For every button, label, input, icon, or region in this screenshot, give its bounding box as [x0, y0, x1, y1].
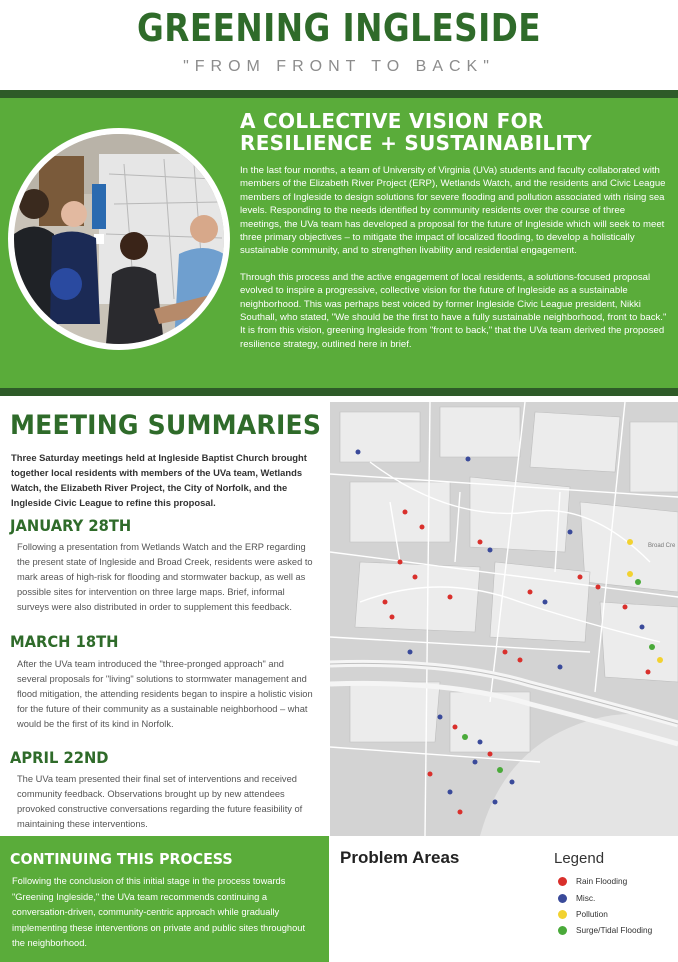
vision-title [240, 110, 670, 154]
page-header [0, 0, 678, 92]
vision-paragraph-2: Through this process and the active engagement of local residents, a solutions-focused proposal evolved to inspire a progressive, collective vision for the future of Ingleside as a sustainable neighborhood. This was perhaps best voiced by former Ingleside Civic League president, Nikki Southall, who stated, "We should be the first to have a fully sustainable neighborhood, front to back." It is from this vision, greening Ingleside from "front to back," that the UVa team derived the proposed resilience strategy, outlined here in brief. [240, 271, 667, 350]
meeting-summaries-title: MEETING SUMMARIES [10, 410, 322, 441]
problem-areas-title: Problem Areas [340, 848, 460, 867]
page-subtitle: "FROM FRONT TO BACK" [183, 58, 495, 75]
section-divider [0, 388, 678, 396]
vision-paragraph-1: In the last four months, a team of University of Virginia (UVa) students and faculty collaborated with members of the Elizabeth River Project (ERP), Wetlands Watch, and the residents and Civic League members of Ingleside to design solutions for severe flooding and pollution associated with rising sea levels. Responding to the needs identified by community residents over the course of three meetings, the UVa team has developed a proposal for the future of Ingleside which will seek to meet three primary objectives – to mitigate the impact of localized flooding, to develop a holistically sustainable community, and to strengthen livability and residential engagement. [240, 165, 666, 257]
map-place-label: Broad Cre [648, 543, 676, 549]
meeting-photo [14, 134, 224, 344]
red-dot-icon [558, 877, 567, 886]
continuing-title: CONTINUING THIS PROCESS [10, 850, 233, 868]
event-date-april: APRIL 22ND [10, 748, 109, 767]
legend-item-pollution: Pollution [558, 909, 608, 919]
event-text-april: The UVa team presented their final set of interventions and received community feedback. Observations brought up by new attendees provoked constructive conversations regarding the future feasibility of maintaining these interventions. [17, 774, 303, 829]
legend-item-surge-tidal-flooding: Surge/Tidal Flooding [558, 925, 652, 935]
blue-dot-icon [558, 894, 567, 903]
green-dot-icon [558, 926, 567, 935]
header-divider [0, 90, 678, 98]
event-date-january: JANUARY 28TH [10, 516, 132, 535]
vision-title-line1: A COLLECTIVE VISION FOR [240, 109, 544, 133]
yellow-dot-icon [558, 910, 567, 919]
vision-body [240, 164, 668, 364]
event-text-march: After the UVa team introduced the "three-pronged approach" and several proposals for "living" solutions to stormwater management and flood mitigation, the attending residents began to inspire a holistic vision for the future of their community as a sustainable neighborhood – what would be the first of its kind in Norfolk. [17, 659, 313, 729]
continuing-section [0, 836, 329, 962]
event-date-march: MARCH 18TH [10, 632, 119, 651]
vision-section [0, 98, 678, 388]
map-legend-panel [330, 836, 678, 962]
vision-title-line2: RESILIENCE + SUSTAINABILITY [240, 131, 592, 155]
continuing-text: Following the conclusion of this initial stage in the process towards "Greening Ingleside," the UVa team recommends continuing a conversation-driven, community-centric approach while gradually implementing these interventions on private and public sites throughout the neighborhood. [12, 876, 306, 948]
event-text-january: Following a presentation from Wetlands Watch and the ERP regarding the present state of Ingleside and Broad Creek, residents were asked to mark areas of high-risk for flooding and stormwater backup, as well as possible sites for intervention on three large maps. Brief, informal surveys were also distributed in order to supplement this feedback. [17, 542, 313, 612]
legend-item-rain-flooding: Rain Flooding [558, 876, 627, 886]
page-title: GREENING INGLESIDE [136, 6, 542, 50]
meeting-summaries-intro: Three Saturday meetings held at Ingleside Baptist Church brought together local residents with members of the UVa team, Wetlands Watch, the Elizabeth River Project, the City of Norfolk, and the Ingleside Civic League to refine this proposal. [11, 452, 307, 508]
problem-areas-map [330, 402, 678, 836]
legend-item-misc: Misc. [558, 893, 595, 903]
legend-title: Legend [554, 850, 605, 867]
